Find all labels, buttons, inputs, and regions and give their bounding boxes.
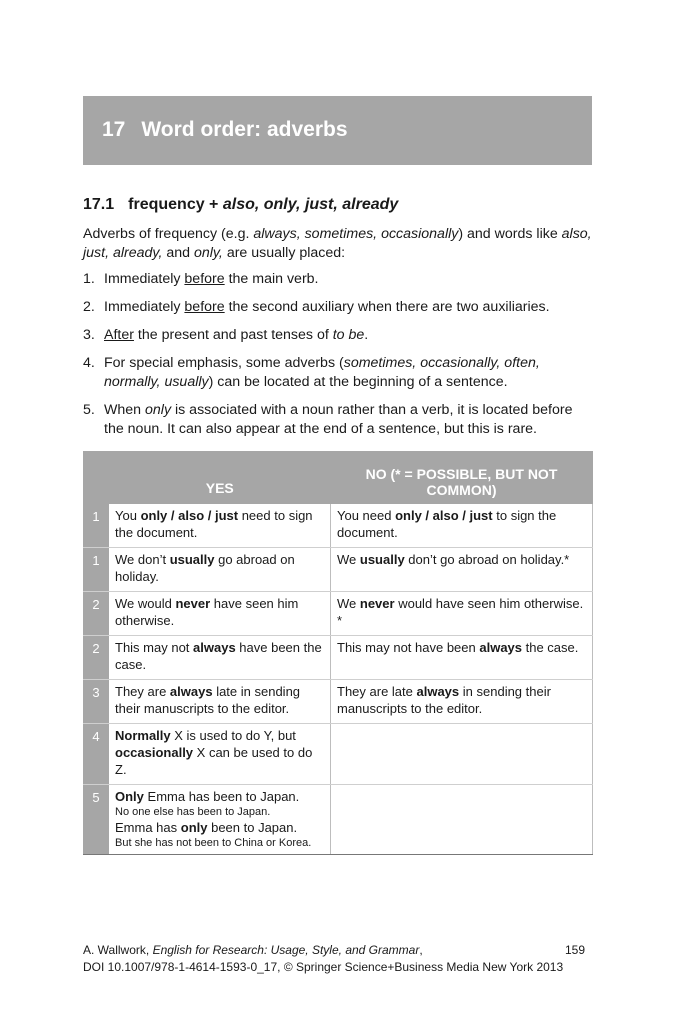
rule-number-cell: 5 (83, 785, 109, 855)
no-cell: This may not have been always the case. (331, 636, 593, 680)
table-row (83, 504, 593, 548)
table-row (83, 680, 593, 724)
yes-cell: They are always late in sending their manuscripts to the editor. (109, 680, 331, 724)
table-header-yes: YES (109, 451, 331, 504)
yes-cell: We don’t usually go abroad on holiday. (109, 548, 331, 592)
table-header-no: NO (* = POSSIBLE, BUT NOT COMMON) (331, 451, 593, 504)
chapter-title-text: Word order: adverbs (141, 118, 348, 141)
placement-rules-list (83, 270, 595, 448)
rule-item: 5. When only is associated with a noun rather than a verb, it is located before the noun. It can also appear at the end of a sentence, but this is rare. (83, 402, 573, 437)
examples-table (83, 451, 593, 855)
rule-number-cell: 1 (83, 504, 109, 548)
no-cell: They are late always in sending their manuscripts to the editor. (331, 680, 593, 724)
yes-cell: This may not always have been the case. (109, 636, 331, 680)
no-cell: You need only / also / just to sign the document. (331, 504, 593, 548)
rule-number-cell: 4 (83, 724, 109, 785)
footer-citation: A. Wallwork, English for Research: Usage, Style, and Grammar, DOI 10.1007/978-1-4614-1593-0_17, © Springer Science+Business Media New York 2013 (83, 943, 564, 974)
intro-paragraph: Adverbs of frequency (e.g. always, sometimes, occasionally) and words like also, just, already, and only, are usually placed: (83, 226, 592, 261)
no-cell: We usually don’t go abroad on holiday.* (331, 548, 593, 592)
no-cell-empty (331, 724, 593, 785)
table-row (83, 636, 593, 680)
rule-number-cell: 3 (83, 680, 109, 724)
yes-cell: We would never have seen him otherwise. (109, 592, 331, 636)
rule-number-cell: 2 (83, 592, 109, 636)
rule-item: 4. For special emphasis, some adverbs (sometimes, occasionally, often, normally, usually) can be located at the beginning of a sentence. (83, 355, 540, 390)
rule-item: 2. Immediately before the second auxiliary when there are two auxiliaries. (83, 299, 550, 315)
chapter-title (102, 118, 348, 142)
section-heading (83, 196, 398, 214)
footer-doi: DOI 10.1007/978-1-4614-1593-0_17, © Springer Science+Business Media New York 2013 (83, 960, 564, 974)
table-row (83, 785, 593, 855)
rule-item: 3. After the present and past tenses of to be. (83, 327, 369, 343)
rule-item: 1. Immediately before the main verb. (83, 271, 319, 287)
rule-number-cell: 1 (83, 548, 109, 592)
section-title-italic: also, only, just, already (222, 196, 399, 213)
no-cell-empty (331, 785, 593, 855)
chapter-number: 17 (102, 118, 126, 141)
yes-cell: Only Emma has been to Japan. No one else has been to Japan. Emma has only been to Japan. But she has not been to China or Korea. (109, 785, 331, 855)
section-title-prefix: frequency + (128, 196, 223, 213)
table-row (83, 592, 593, 636)
yes-cell: Normally X is used to do Y, but occasionally X can be used to do Z. (109, 724, 331, 785)
table-row (83, 548, 593, 592)
table-header-num (83, 451, 109, 504)
section-number: 17.1 (83, 196, 115, 213)
table-row (83, 724, 593, 785)
yes-cell: You only / also / just need to sign the document. (109, 504, 331, 548)
page-number: 159 (565, 943, 586, 957)
table-header-row (83, 451, 593, 504)
rule-number-cell: 2 (83, 636, 109, 680)
no-cell: We never would have seen him otherwise. * (331, 592, 593, 636)
